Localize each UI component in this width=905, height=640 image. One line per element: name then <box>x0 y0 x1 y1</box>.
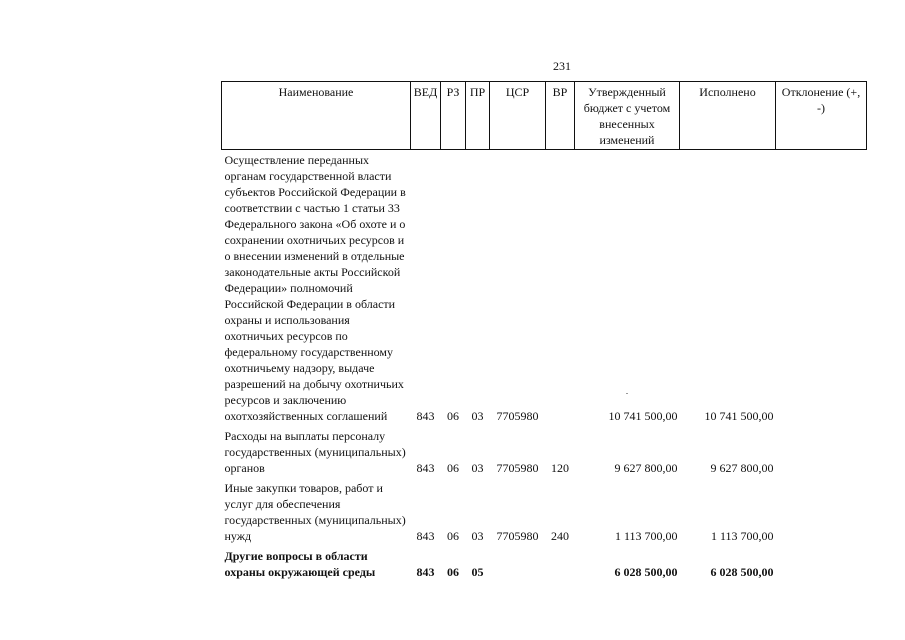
row-ved: 843 <box>416 409 435 423</box>
row-ved: 843 <box>416 529 435 543</box>
row-deviation <box>776 428 867 480</box>
row-deviation <box>776 480 867 548</box>
table-header-row <box>222 82 867 150</box>
row-vr <box>546 150 575 429</box>
row-vr: 120 <box>551 461 569 475</box>
row-name: Иные закупки товаров, работ и услуг для обеспечения государственных (муниципальных) нужд <box>224 481 406 543</box>
header-rz: РЗ <box>441 82 466 150</box>
table-row <box>222 150 867 429</box>
row-pr: 03 <box>471 529 484 543</box>
row-rz: 06 <box>447 409 459 423</box>
row-ved: 843 <box>416 565 435 579</box>
header-ved: ВЕД <box>411 82 441 150</box>
row-deviation <box>776 150 867 429</box>
row-executed: 1 113 700,00 <box>710 529 774 543</box>
page-number: 231 <box>553 59 571 73</box>
row-deviation <box>776 548 867 584</box>
row-csr: 7705980 <box>496 409 539 423</box>
table-row <box>222 428 867 480</box>
row-approved: 1 113 700,00 <box>614 529 678 543</box>
header-pr: ПР <box>466 82 490 150</box>
header-name: Наименование <box>222 82 411 150</box>
row-name: Осуществление переданных органам государственной власти субъектов Российской Федерации в соответствии с частью 1 статьи 33 Федерального закона «Об охоте и о сохранении охотничьих ресурсов и о внесении изменений в отдельные законодательные акты Российской Федерации» полномочий Российской Федерации в области охраны и использования охотничьих ресурсов по федеральному государственному охотничьему надзору, выдаче разрешений на добычу охотничьих ресурсов и заключению охотхозяйственных соглашений <box>224 153 406 423</box>
row-pr: 03 <box>471 409 484 423</box>
row-csr <box>490 548 546 584</box>
row-csr: 7705980 <box>496 529 539 543</box>
row-pr: 03 <box>471 461 484 475</box>
row-approved: 9 627 800,00 <box>614 461 678 475</box>
row-name: Другие вопросы в области охраны окружающей среды <box>224 549 376 579</box>
row-csr: 7705980 <box>496 461 539 475</box>
header-csr: ЦСР <box>490 82 546 150</box>
row-pr: 05 <box>471 565 484 579</box>
row-vr <box>546 548 575 584</box>
row-executed: 9 627 800,00 <box>710 461 774 475</box>
budget-table <box>221 81 867 584</box>
header-deviation: Отклонение (+, -) <box>776 82 867 150</box>
table-row <box>222 480 867 548</box>
row-approved: 6 028 500,00 <box>614 565 678 579</box>
table-row <box>222 548 867 584</box>
row-ved: 843 <box>416 461 435 475</box>
scan-speck <box>626 393 628 394</box>
row-executed: 10 741 500,00 <box>704 409 774 423</box>
header-executed: Исполнено <box>680 82 776 150</box>
header-approved: Утвержденный бюджет с учетом внесенных изменений <box>575 82 680 150</box>
row-name: Расходы на выплаты персоналу государственных (муниципальных) органов <box>224 429 406 475</box>
row-rz: 06 <box>447 529 459 543</box>
row-executed: 6 028 500,00 <box>710 565 774 579</box>
row-rz: 06 <box>447 461 459 475</box>
row-approved: 10 741 500,00 <box>608 409 678 423</box>
header-vr: ВР <box>546 82 575 150</box>
row-rz: 06 <box>447 565 459 579</box>
row-vr: 240 <box>551 529 569 543</box>
